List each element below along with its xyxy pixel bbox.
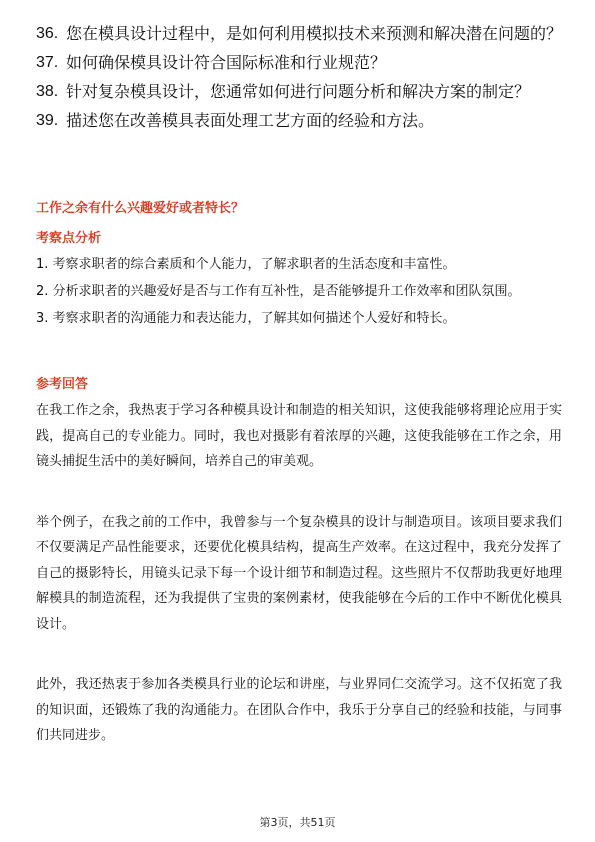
question-number: 37. (36, 54, 59, 71)
question-text: 描述您在改善模具表面处理工艺方面的经验和方法。 (66, 111, 435, 130)
answer-heading: 参考回答 (36, 377, 89, 392)
question-list (36, 22, 564, 138)
answer-paragraph: 此外，我还热衷于参加各类模具行业的论坛和讲座，与业界同仁交流学习。这不仅拓宽了我的知识面，还锻炼了我的沟通能力。在团队合作中，我乐于分享自己的经验和技能，与同事们共同进步。 (36, 677, 562, 743)
analysis-point: 3. 考察求职者的沟通能力和表达能力，了解其如何描述个人爱好和特长。 (36, 311, 456, 326)
question-text: 如何确保模具设计符合国际标准和行业规范？ (66, 53, 387, 72)
answer-paragraph: 举个例子，在我之前的工作中，我曾参与一个复杂模具的设计与制造项目。该项目要求我们不仅要满足产品性能要求，还要优化模具结构，提高生产效率。在这过程中，我充分发挥了自己的摄影特长，用镜头记录下每一个设计细节和制造过程。这些照片不仅帮助我更好地理解模具的制造流程，还为我提供了宝贵的案例素材，使我能够在今后的工作中不断优化模具设计。 (36, 514, 562, 632)
question-text: 您在模具设计过程中，是如何利用模拟技术来预测和解决潜在问题的？ (66, 24, 563, 43)
question-item (36, 80, 564, 103)
question-text: 针对复杂模具设计，您通常如何进行问题分析和解决方案的制定？ (66, 82, 531, 101)
question-item (36, 109, 564, 132)
analysis-point: 2. 分析求职者的兴趣爱好是否与工作有互补性，是否能够提升工作效率和团队氛围。 (36, 284, 521, 299)
question-item (36, 51, 564, 74)
question-item (36, 22, 564, 45)
answer-paragraph: 在我工作之余，我热衷于学习各种模具设计和制造的相关知识，这使我能够将理论应用于实践，提高自己的专业能力。同时，我也对摄影有着浓厚的兴趣，这使我能够在工作之余，用镜头捕捉生活中的美好瞬间，培养自己的审美观。 (36, 403, 562, 469)
page-number-label: 第3页，共51页 (259, 816, 336, 829)
page-footer (0, 814, 595, 830)
question-number: 39. (36, 112, 59, 129)
question-number: 38. (36, 83, 59, 100)
analysis-point: 1. 考察求职者的综合素质和个人能力，了解求职者的生活态度和丰富性。 (36, 257, 456, 272)
question-title-block (36, 199, 562, 219)
question-number: 36. (36, 25, 59, 42)
analysis-block (36, 229, 562, 331)
question-title: 工作之余有什么兴趣爱好或者特长？ (36, 201, 245, 216)
answer-block (36, 375, 562, 749)
analysis-heading: 考察点分析 (36, 231, 102, 246)
